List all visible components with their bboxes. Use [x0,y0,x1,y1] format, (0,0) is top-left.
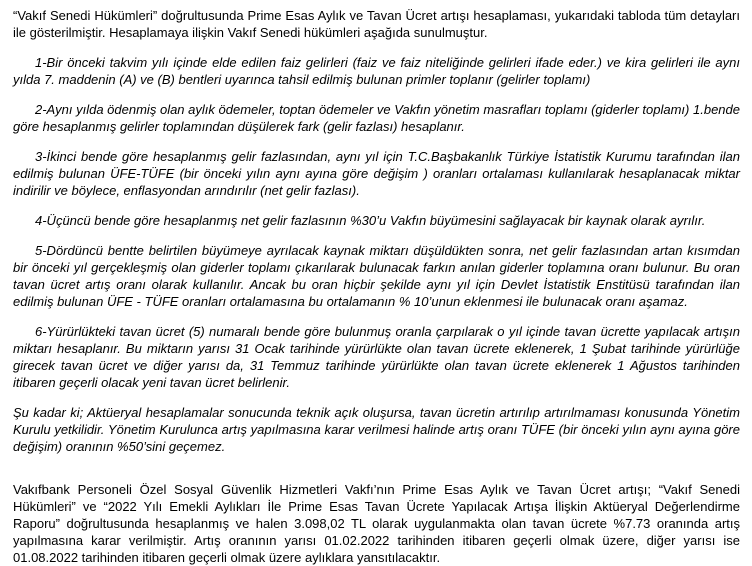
conclusion-paragraph: Vakıfbank Personeli Özel Sosyal Güvenlik Hizmetleri Vakfı’nın Prime Esas Aylık ve Tavan Ücret artışı; “Vakıf Senedi Hükümleri” ve “2022 Yılı Emekli Aylıkları İle Prime Esas Tavan Ücrete Yapılacak Artışa İlişkin Aktüeryal Değerlendirme Raporu” doğrultusunda hesaplanmış ve halen 3.098,02 TL olarak uygulanmakta olan tavan ücrete %7.73 oranında artış yapılmasına karar verilmiştir. Artış oranının yarısı 01.02.2022 tarihinden itibaren geçerli olmak üzere, diğer yarısı ise 01.08.2022 tarihinden itibaren geçerli olmak üzere aylıklara yansıtılacaktır. [13,482,740,565]
clause-6-paragraph: 6-Yürürlükteki tavan ücret (5) numaralı bende göre bulunmuş oranla çarpılarak o yıl içinde tavan ücrette yapılacak artışın miktarı hesaplanır. Bu miktarın yarısı 31 Ocak tarihinde yürürlükte olan tavan ücrete eklenerek, 1 Şubat tarihinde yürürlüğe girecek tavan ücret ve diğer yarısı da, 31 Temmuz tarihinde yürürlükte olan tavan ücrete eklenerek 1 Ağustos tarihinden itibaren geçerli olacak yeni tavan ücret belirlenir. [13,324,740,390]
clause-3-paragraph: 3-İkinci bende göre hesaplanmış gelir fazlasından, aynı yıl için T.C.Başbakanlık Türkiye İstatistik Kurumu tarafından ilan edilmiş bulunan ÜFE-TÜFE (bir önceki yılın aynı ayına göre değişim ) oranları ortalaması kullanılarak hesaplanacak miktar indirilir ve böylece, enflasyondan arındırılır (net gelir fazlası). [13,149,740,198]
clause-4-paragraph: 4-Üçüncü bende göre hesaplanmış net gelir fazlasının %30’u Vakfın büyümesini sağlayacak bir kaynak olarak ayrılır. [35,213,706,228]
clause-1-paragraph: 1-Bir önceki takvim yılı içinde elde edilen faiz gelirleri (faiz ve faiz niteliğinde gelirleri ifade eder.) ve kira gelirleri ile aynı yılda 7. maddenin (A) ve (B) bentleri uyarınca tahsil edilmiş bulunan primler toplanır (gelirler toplamı) [13,55,740,87]
intro-paragraph: “Vakıf Senedi Hükümleri” doğrultusunda Prime Esas Aylık ve Tavan Ücret artışı hesaplaması, yukarıdaki tabloda tüm detayları ile gösterilmiştir. Hesaplamaya ilişkin Vakıf Senedi hükümleri aşağıda sunulmuştur. [13,8,740,40]
proviso-paragraph: Şu kadar ki; Aktüeryal hesaplamalar sonucunda teknik açık oluşursa, tavan ücretin artırılıp artırılmaması konusunda Yönetim Kurulu yetkilidir. Yönetim Kurulunca artış yapılmasına karar verilmesi halinde artış oranı TÜFE (bir önceki yılın aynı ayına göre değişim) oranının %50’sini geçemez. [13,405,740,454]
clause-2-paragraph: 2-Aynı yılda ödenmiş olan aylık ödemeler, toptan ödemeler ve Vakfın yönetim masrafları toplamı (giderler toplamı) 1.bende göre hesaplanmış gelirler toplamından düşülerek fark (gelir fazlası) hesaplanır. [13,102,740,134]
clause-5-paragraph: 5-Dördüncü bentte belirtilen büyümeye ayrılacak kaynak miktarı düşüldükten sonra, net gelir fazlasından artan kısımdan bir önceki yıl gerçekleşmiş olan giderler toplamı çıkarılarak bulunacak farkın anılan giderler toplamına oranı bulunur. Bu oran tavan ücret artış oranı olarak kullanılır. Ancak bu oran hiçbir şekilde aynı yıl için Devlet İstatistik Enstitüsü tarafından ilan edilmiş bulunan ÜFE - TÜFE oranları ortalamasına bu ortalamanın % 10’unun eklenmesi ile bulunacak oranı aşamaz. [13,243,740,309]
